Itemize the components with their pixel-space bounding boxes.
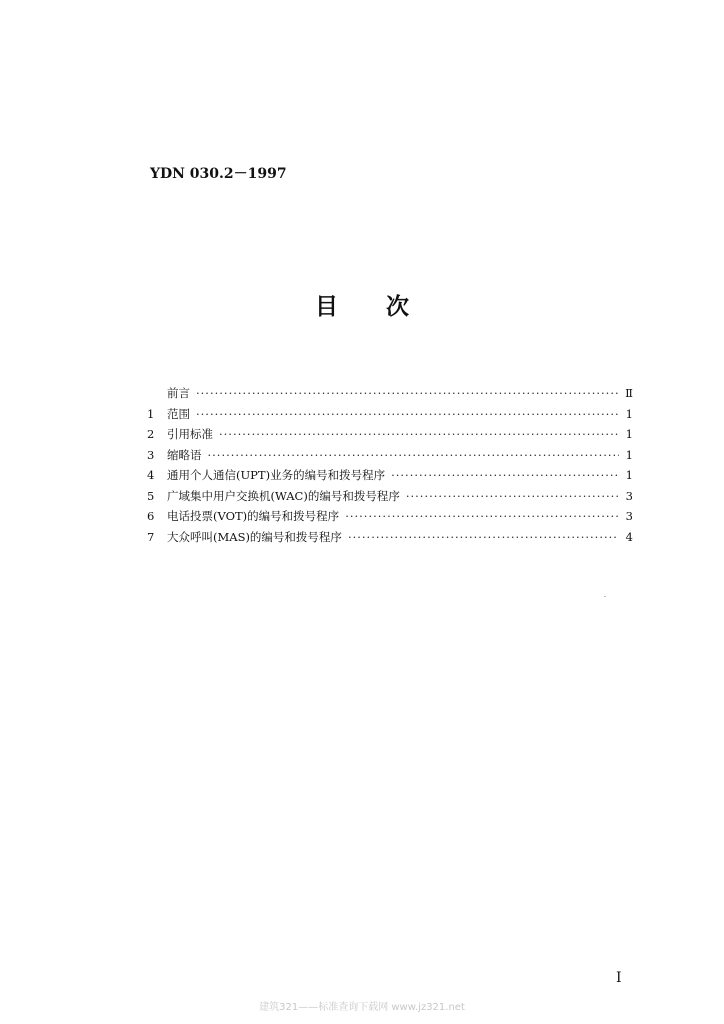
toc-page: 4 [625, 529, 633, 544]
title-char-1: 目 [315, 294, 338, 320]
page-number: I [616, 970, 622, 986]
toc-number: 6 [147, 509, 155, 523]
toc-leader [345, 506, 619, 527]
toc-number: 5 [147, 488, 155, 503]
toc-page: 3 [625, 488, 633, 503]
toc-page: Ⅱ [625, 386, 633, 400]
toc-label: 广域集中用户交换机(WAC)的编号和拨号程序 [167, 488, 400, 503]
toc-number: 1 [147, 406, 155, 421]
toc-label: 范围 [167, 406, 190, 421]
toc-leader [406, 486, 619, 507]
toc-label: 引用标准 [167, 427, 213, 441]
toc-row-vot[interactable] [147, 506, 633, 527]
standard-number: YDN 030.2－1997 [150, 166, 287, 182]
toc-label: 通用个人通信(UPT)业务的编号和拨号程序 [167, 468, 386, 482]
toc-label: 缩略语 [167, 447, 202, 462]
toc-number: 4 [147, 468, 155, 482]
toc-page: 1 [625, 447, 633, 462]
toc-leader [196, 404, 619, 425]
toc-leader [208, 445, 620, 466]
toc-page: 1 [625, 468, 633, 482]
toc-leader [196, 383, 619, 404]
toc-row-scope[interactable] [147, 404, 633, 425]
toc-page: 3 [625, 509, 633, 523]
toc-row-references[interactable] [147, 424, 633, 445]
toc-row-abbreviations[interactable] [147, 445, 633, 466]
table-of-contents [147, 383, 633, 547]
toc-number: 3 [147, 447, 155, 462]
toc-leader [348, 527, 619, 548]
toc-number: 2 [147, 427, 155, 441]
toc-leader [391, 465, 619, 486]
toc-page: 1 [625, 427, 633, 441]
toc-page: 1 [625, 406, 633, 421]
toc-number: 7 [147, 529, 155, 544]
toc-row-mas[interactable] [147, 527, 633, 548]
toc-leader [219, 424, 619, 445]
title-char-2: 次 [386, 294, 409, 320]
toc-label: 大众呼叫(MAS)的编号和拨号程序 [167, 529, 342, 544]
page-title [0, 288, 724, 321]
toc-label: 电话投票(VOT)的编号和拨号程序 [167, 509, 340, 523]
toc-label: 前言 [167, 386, 190, 400]
toc-row-upt[interactable] [147, 465, 633, 486]
watermark: 建筑321——标准查询下载网 www.jz321.net [259, 1002, 465, 1013]
toc-row-wac[interactable] [147, 486, 633, 507]
scan-speck [604, 596, 606, 597]
toc-row-foreword[interactable] [147, 383, 633, 404]
